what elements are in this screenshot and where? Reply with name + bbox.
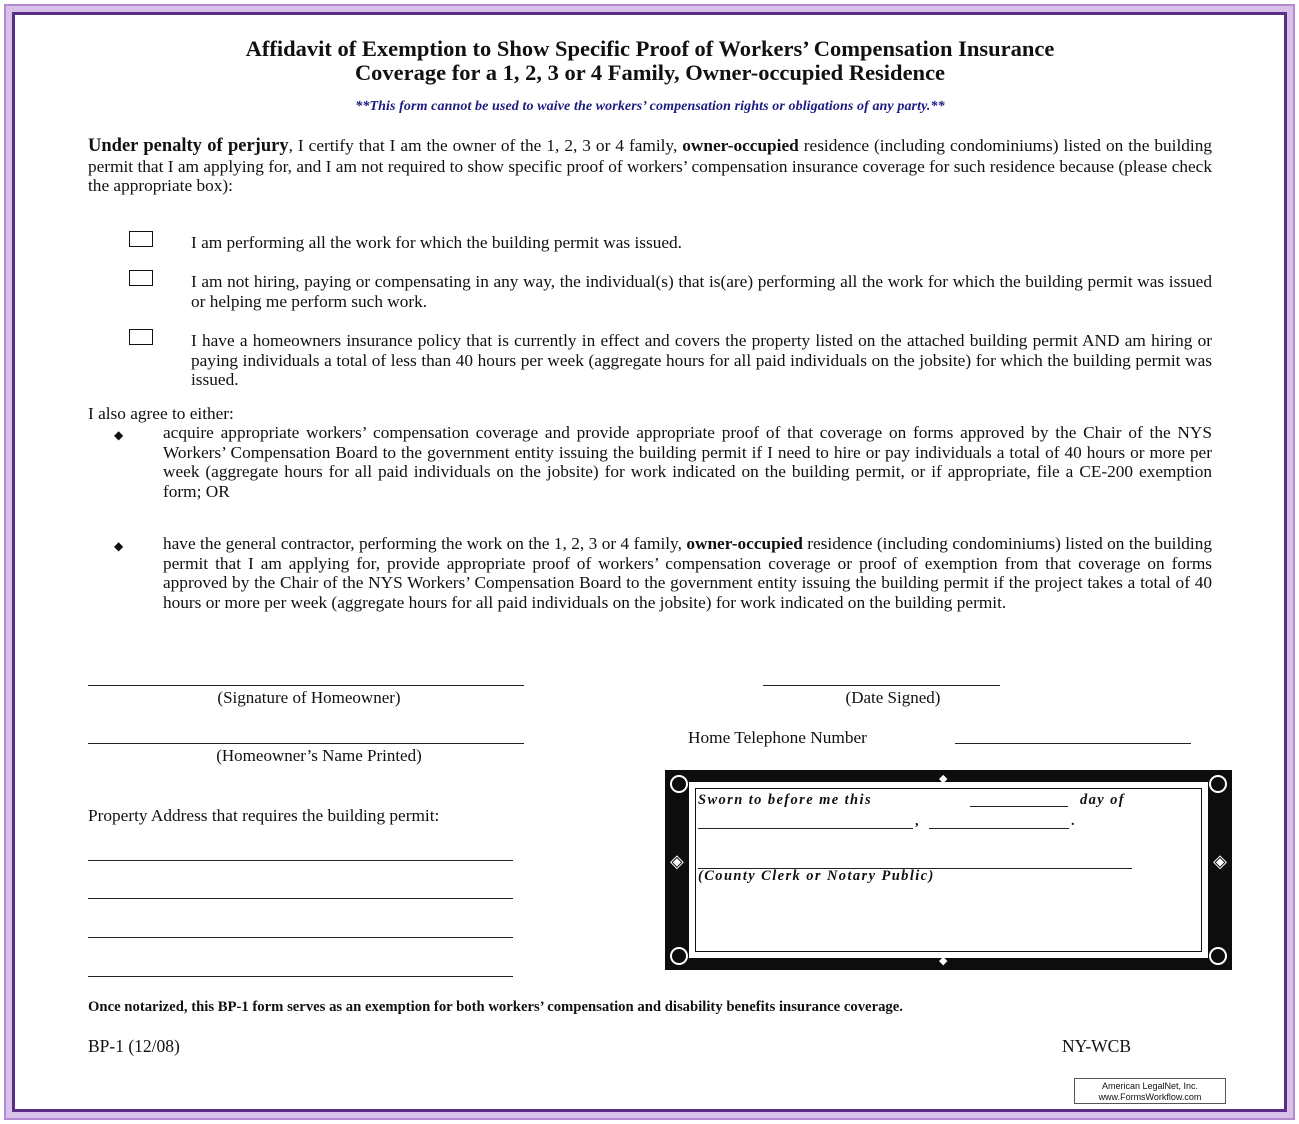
bullet-diamond-icon: ◆ [114,428,124,442]
date-signed-line[interactable] [763,685,1000,686]
publisher-badge [1074,1078,1226,1104]
sworn-month-line[interactable] [698,828,913,829]
form-title [80,37,1220,85]
checkbox-homeowners-policy[interactable] [129,329,153,345]
checkbox-not-hiring[interactable] [129,270,153,286]
notary-caption: (County Clerk or Notary Public) [698,868,935,884]
corner-ornament-icon [1209,775,1227,793]
address-line-3[interactable] [88,937,513,938]
property-address-label: Property Address that requires the building permit: [88,806,440,825]
sworn-before-text: Sworn to before me this [698,792,872,808]
address-line-2[interactable] [88,898,513,899]
option-performing-all-work: I am performing all the work for which the building permit was issued. [191,233,682,252]
home-telephone-line[interactable] [955,743,1191,744]
agree-item2-text-b: residence (including condominiums) listed on the building permit that I am applying for, provide appropriate proof of workers’ compensation coverage or proof of exemption from that coverage on forms approved by the Chair of the NYS Workers’ Compensation Board to the government entity issuing the building permit if the project takes a total of 40 hours or more per week (aggregate hours for all paid individuals on the jobsite) for work indicated on the building permit. [163,534,1212,612]
side-ornament-icon: ◈ [1213,851,1227,871]
printed-name-line[interactable] [88,743,524,744]
sworn-year-line[interactable] [929,828,1069,829]
comma-separator: , [915,814,919,829]
intro-text-a: , I certify that I am the owner of the 1, 2, 3 or 4 family, [288,136,683,155]
address-line-1[interactable] [88,860,513,861]
waiver-notice: **This form cannot be used to waive the workers’ compensation rights or obligations of any party.** [355,99,945,114]
bottom-ornament-icon: ◆ [939,955,948,967]
signature-line[interactable] [88,685,524,686]
day-of-text: day of [1080,792,1126,808]
agree-item2-emphasis: owner-occupied [686,534,803,553]
side-ornament-icon: ◈ [670,851,684,871]
home-telephone-label: Home Telephone Number [688,728,867,747]
signature-caption: (Signature of Homeowner) [217,688,401,707]
agree-item-acquire-coverage: acquire appropriate workers’ compensation coverage and provide appropriate proof of that coverage on forms approved by the Chair of the NYS Workers’ Compensation Board to the government entity issuing the building permit if I need to hire or pay individuals a total of 40 hours or more per week (aggregate hours for all paid individuals on the jobsite) for work indicated on the building permit, or if appropriate, file a CE-200 exemption form; OR [163,423,1212,501]
agree-heading: I also agree to either: [88,404,234,423]
intro-text-b: residence (including condominiums) listed on the building permit that I am applying for, and I am not required to show specific proof of workers’ compensation insurance coverage for such residence because (please check the appropriate box): [88,136,1212,195]
date-signed-caption: (Date Signed) [845,688,941,707]
form-code: BP-1 (12/08) [88,1036,180,1056]
sworn-day-line[interactable] [970,806,1068,807]
agree-item2-text-a: have the general contractor, performing the work on the 1, 2, 3 or 4 family, [163,534,687,553]
checkbox-performing-all-work[interactable] [129,231,153,247]
certification-paragraph [88,136,1212,196]
perjury-lead: Under penalty of perjury [88,136,289,156]
bullet-diamond-icon: ◆ [114,539,124,553]
address-line-4[interactable] [88,976,513,977]
form-title-line-2: Coverage for a 1, 2, 3 or 4 Family, Owner-occupied Residence [354,60,946,85]
publisher-name: American LegalNet, Inc. [1101,1081,1199,1091]
corner-ornament-icon [670,775,688,793]
period-separator: . [1071,814,1075,829]
printed-name-caption: (Homeowner’s Name Printed) [216,746,422,765]
corner-ornament-icon [670,947,688,965]
publisher-url: www.FormsWorkflow.com [1098,1092,1202,1102]
option-not-hiring: I am not hiring, paying or compensating in any way, the individual(s) that is(are) performing all the work for which the building permit was issued or helping me perform such work. [191,272,1212,311]
top-ornament-icon: ◆ [939,773,948,785]
option-homeowners-policy: I have a homeowners insurance policy that is currently in effect and covers the property listed on the attached building permit AND am hiring or paying individuals a total of less than 40 hours per week (aggregate hours for all paid individuals on the jobsite) for which the building permit was issued. [191,331,1212,389]
owner-occupied-emphasis: owner-occupied [682,136,799,155]
agree-item-general-contractor [163,534,1212,612]
form-title-line-1: Affidavit of Exemption to Show Specific Proof of Workers’ Compensation Insurance [245,36,1055,61]
notarized-exemption-note: Once notarized, this BP-1 form serves as an exemption for both workers’ compensation and disability benefits insurance coverage. [88,999,903,1015]
corner-ornament-icon [1209,947,1227,965]
agency-code: NY-WCB [1062,1036,1132,1056]
